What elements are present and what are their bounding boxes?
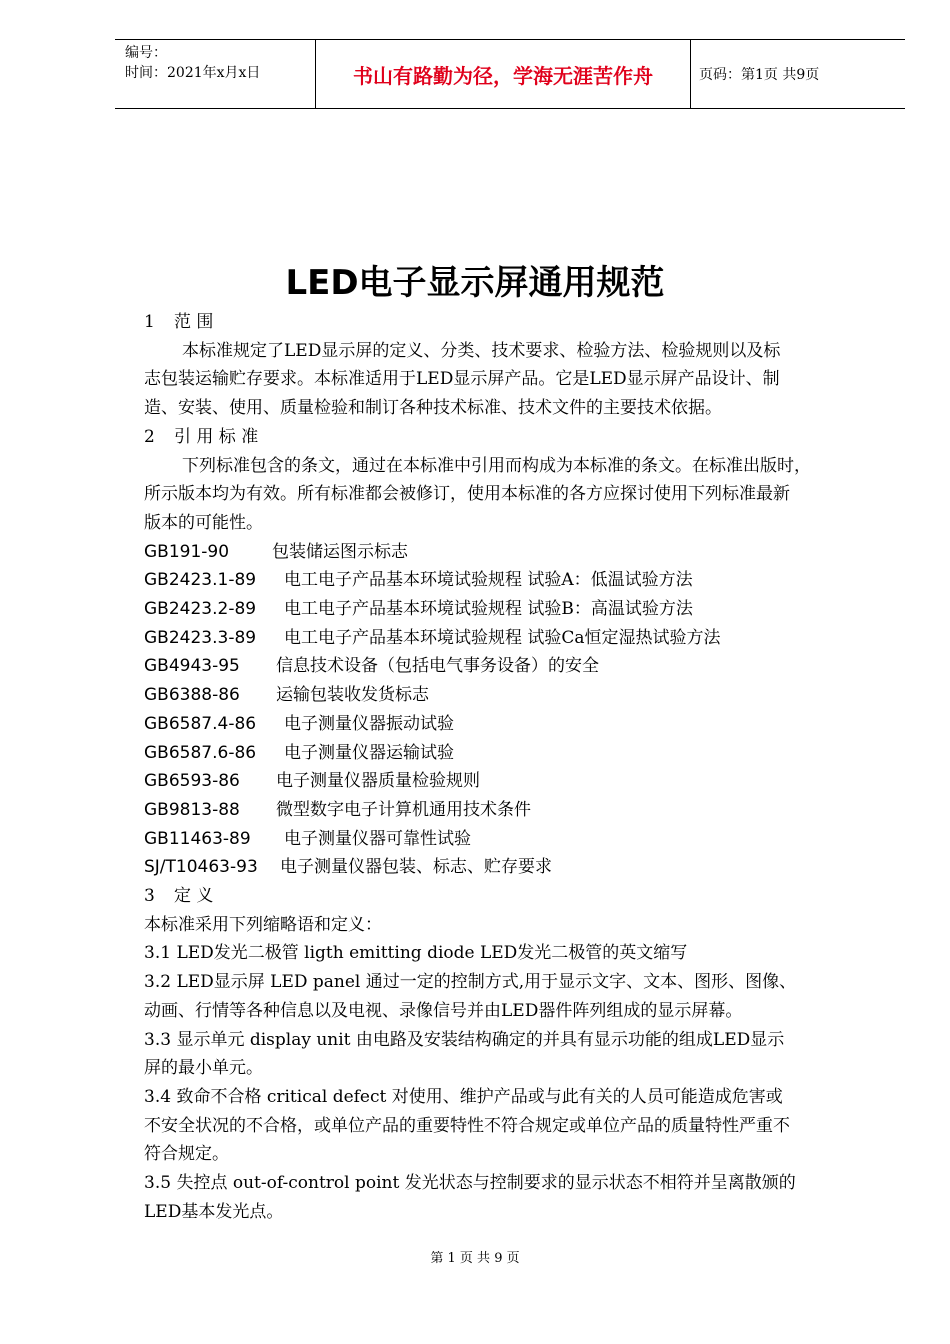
reference-title: 电子测量仪器可靠性试验: [284, 828, 471, 849]
paragraph-line: 所示版本均为有效。所有标准都会被修订，使用本标准的各方应探讨使用下列标准最新: [144, 484, 790, 505]
reference-title: 包装储运图示标志: [272, 541, 408, 562]
reference-title: 电子测量仪器运输试验: [284, 742, 454, 763]
reference-title: 运输包装收发货标志: [276, 685, 429, 706]
reference-item: [144, 739, 884, 768]
section-heading-2: 2 引 用 标 准: [144, 426, 259, 447]
reference-code: GB6587.4-86: [144, 713, 257, 734]
reference-item: [144, 796, 884, 825]
definition-3-3-cont: 屏的最小单元。: [144, 1058, 263, 1079]
definition-3-5: 3.5 失控点 out-of-control point 发光状态与控制要求的显示状态不相符并呈离散颁的: [144, 1173, 796, 1194]
time-label: 时间：2021年x月x日: [125, 65, 261, 81]
header-page-info: 页码：第1页 共9页: [699, 67, 820, 83]
reference-item: [144, 767, 884, 796]
reference-code: GB11463-89: [144, 828, 251, 849]
definition-3-5-cont: LED基本发光点。: [144, 1201, 284, 1222]
reference-item: [144, 538, 884, 567]
reference-title: 微型数字电子计算机通用技术条件: [276, 799, 531, 820]
definition-3-4: 3.4 致命不合格 critical defect 对使用、维护产品或与此有关的人员可能造成危害或: [144, 1086, 783, 1107]
definition-3-2-cont: 动画、行情等各种信息以及电视、录像信号并由LED器件阵列组成的显示屏幕。: [144, 1000, 743, 1021]
reference-item: [144, 652, 884, 681]
paragraph-line: 下列标准包含的条文，通过在本标准中引用而构成为本标准的条文。在标准出版时，: [182, 455, 811, 476]
section-heading-1: 1 范 围: [144, 312, 214, 332]
reference-title: 电子测量仪器振动试验: [284, 713, 454, 734]
reference-code: GB2423.1-89: [144, 570, 257, 591]
document-body: [144, 308, 884, 1227]
reference-item: [144, 710, 884, 739]
reference-item: [144, 566, 884, 595]
reference-code: GB191-90: [144, 541, 230, 562]
section-heading-3: 3 定 义: [144, 886, 214, 907]
reference-title: 电子测量仪器质量检验规则: [276, 771, 480, 792]
page-header: [115, 39, 905, 109]
reference-title: 电工电子产品基本环境试验规程 试验A：低温试验方法: [284, 570, 693, 591]
definition-3-2: 3.2 LED显示屏 LED panel 通过一定的控制方式,用于显示文字、文本、图形、图像、: [144, 972, 797, 993]
reference-code: GB9813-88: [144, 799, 240, 820]
reference-item: [144, 825, 884, 854]
definition-3-3: 3.3 显示单元 display unit 由电路及安装结构确定的并具有显示功能的组成LED显示: [144, 1029, 785, 1050]
header-meta: [115, 40, 315, 108]
reference-item: [144, 853, 884, 882]
reference-code: GB2423.3-89: [144, 627, 257, 648]
reference-title: 电工电子产品基本环境试验规程 试验B：高温试验方法: [284, 599, 693, 620]
reference-title: 电子测量仪器包装、标志、贮存要求: [280, 857, 552, 878]
reference-code: GB6388-86: [144, 685, 240, 706]
definition-3-1: 3.1 LED发光二极管 ligth emitting diode LED发光二极管的英文缩写: [144, 943, 688, 964]
reference-code: GB2423.2-89: [144, 599, 257, 620]
reference-code: GB4943-95: [144, 656, 240, 677]
reference-code: GB6593-86: [144, 771, 240, 792]
page-footer: 第 1 页 共 9 页: [430, 1251, 520, 1266]
reference-item: [144, 595, 884, 624]
definition-3-4-cont: 符合规定。: [144, 1144, 229, 1165]
reference-code: SJ/T10463-93: [144, 857, 258, 878]
reference-title: 信息技术设备（包括电气事务设备）的安全: [276, 656, 599, 677]
definition-3-4-cont: 不安全状况的不合格，或单位产品的重要特性不符合规定或单位产品的质量特性严重不: [144, 1115, 790, 1136]
paragraph-line: 本标准规定了LED显示屏的定义、分类、技术要求、检验方法、检验规则以及标: [182, 340, 781, 361]
reference-code: GB6587.6-86: [144, 742, 257, 763]
reference-item: [144, 624, 884, 653]
paragraph-line: 造、安装、使用、质量检验和制订各种技术标准、技术文件的主要技术依据。: [144, 398, 722, 419]
header-motto: 书山有路勤为径，学海无涯苦作舟: [315, 40, 691, 108]
reference-list: [144, 538, 884, 882]
reference-title: 电工电子产品基本环境试验规程 试验Ca恒定湿热试验方法: [284, 627, 721, 648]
definitions-intro: 本标准采用下列缩略语和定义：: [144, 914, 382, 935]
paragraph-line: 志包装运输贮存要求。本标准适用于LED显示屏产品。它是LED显示屏产品设计、制: [144, 369, 780, 390]
document-title: LED电子显示屏通用规范: [285, 263, 665, 303]
serial-number-label: 编号：: [125, 45, 167, 61]
reference-item: [144, 681, 884, 710]
paragraph-line: 版本的可能性。: [144, 512, 263, 533]
